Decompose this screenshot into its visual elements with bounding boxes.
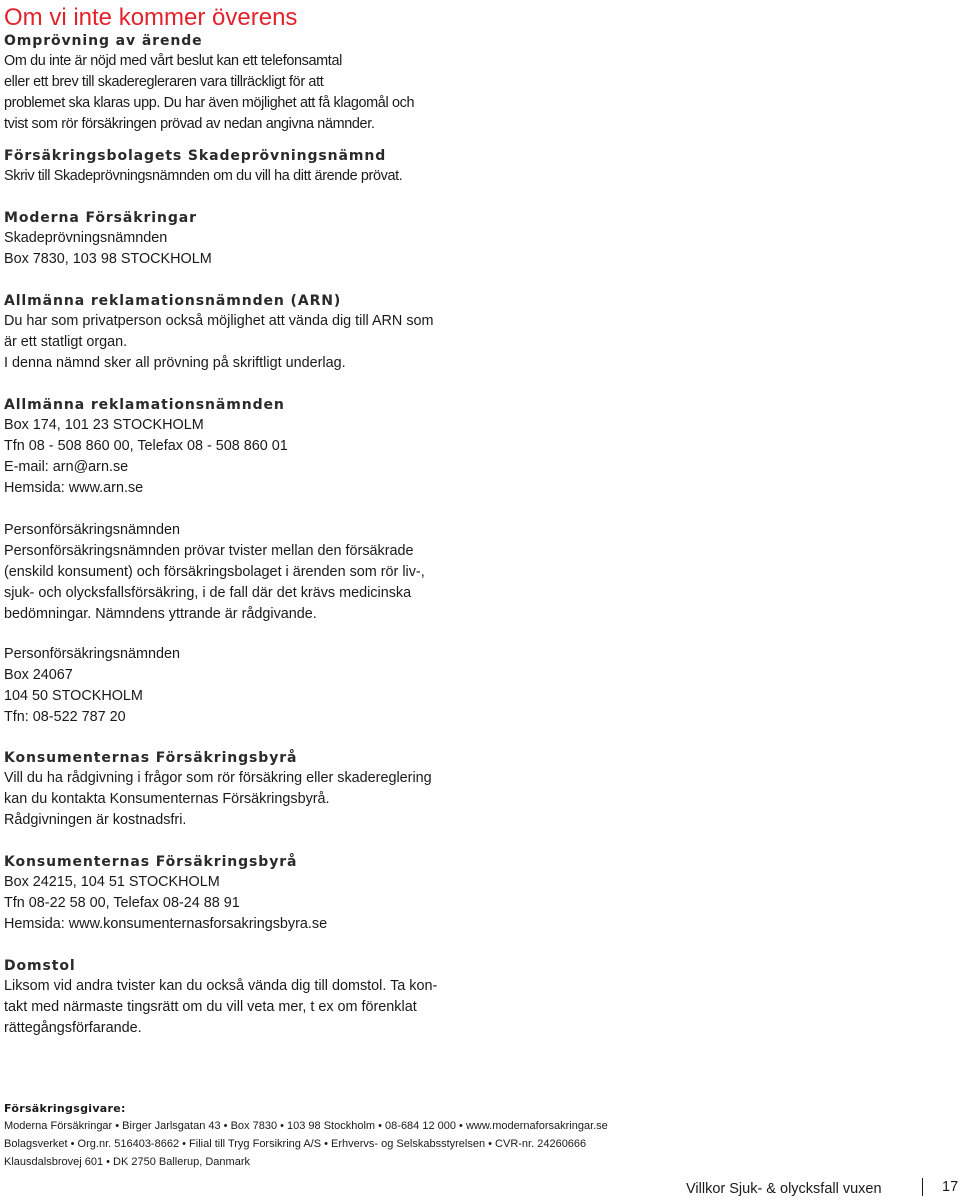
section-moderna-forsakringar xyxy=(4,208,464,270)
insurer-heading: Försäkringsgivare: xyxy=(4,1102,126,1115)
text-line: Vill du ha rådgivning i frågor som rör försäkring eller skadereglering xyxy=(4,770,432,786)
text-line: Skadeprövningsnämnden xyxy=(4,230,168,246)
text-line: Tfn: 08-522 787 20 xyxy=(4,709,126,725)
text-line: problemet ska klaras upp. Du har även möjlighet att få klagomål och xyxy=(4,95,415,111)
text-line: I denna nämnd sker all prövning på skriftligt underlag. xyxy=(4,355,346,371)
insurer-line: Klausdalsbrovej 601 • DK 2750 Ballerup, Danmark xyxy=(4,1156,250,1168)
text-line: Hemsida: www.konsumenternasforsakringsbyra.se xyxy=(4,916,328,932)
text-line: Skriv till Skadeprövningsnämnden om du vill ha ditt ärende prövat. xyxy=(4,168,403,184)
section-konsumenternas-contact xyxy=(4,852,464,935)
section-personforsakringsnamnden-info xyxy=(4,520,464,625)
text-line: Personförsäkringsnämnden prövar tvister mellan den försäkrade xyxy=(4,543,414,559)
text-line: kan du kontakta Konsumenternas Försäkringsbyrå. xyxy=(4,791,330,807)
section-arn-info xyxy=(4,291,464,374)
section-heading: Moderna Försäkringar xyxy=(4,210,197,226)
section-heading: Allmänna reklamationsnämnden (ARN) xyxy=(4,293,342,309)
text-line: Box 174, 101 23 STOCKHOLM xyxy=(4,417,204,433)
section-skadeprovningsnamnd xyxy=(4,146,464,187)
text-line: sjuk- och olycksfallsförsäkring, i de fall där det krävs medicinska xyxy=(4,585,412,601)
text-line: Du har som privatperson också möjlighet att vända dig till ARN som xyxy=(4,313,434,329)
text-line: E-mail: arn@arn.se xyxy=(4,459,129,475)
text-line: (enskild konsument) och försäkringsbolaget i ärenden som rör liv-, xyxy=(4,564,425,580)
text-line: Tfn 08-22 58 00, Telefax 08-24 88 91 xyxy=(4,895,240,911)
text-line: tvist som rör försäkringen prövad av nedan angivna nämnder. xyxy=(4,116,375,132)
text-line: Box 7830, 103 98 STOCKHOLM xyxy=(4,251,212,267)
text-line: Personförsäkringsnämnden xyxy=(4,646,180,662)
text-line: 104 50 STOCKHOLM xyxy=(4,688,143,704)
text-line: Box 24067 xyxy=(4,667,73,683)
text-line: bedömningar. Nämndens yttrande är rådgivande. xyxy=(4,606,317,622)
text-line: takt med närmaste tingsrätt om du vill veta mer, t ex om förenklat xyxy=(4,999,417,1015)
section-heading: Omprövning av ärende xyxy=(4,33,203,49)
insurer-line: Bolagsverket • Org.nr. 516403-8662 • Filial till Tryg Forsikring A/S • Erhvervs- og Selskabsstyrelsen • CVR-nr. 24260666 xyxy=(4,1138,587,1150)
section-arn-contact xyxy=(4,395,464,499)
text-line: är ett statligt organ. xyxy=(4,334,128,350)
page-title: Om vi inte kommer överens xyxy=(4,4,298,31)
text-line: Tfn 08 - 508 860 00, Telefax 08 - 508 860 01 xyxy=(4,438,288,454)
footer-divider xyxy=(922,1178,923,1196)
section-heading: Konsumenternas Försäkringsbyrå xyxy=(4,854,298,870)
text-line: Hemsida: www.arn.se xyxy=(4,480,144,496)
document-title: Villkor Sjuk- & olycksfall vuxen xyxy=(686,1181,882,1197)
text-line: Liksom vid andra tvister kan du också vända dig till domstol. Ta kon- xyxy=(4,978,438,994)
section-omprovning xyxy=(4,31,464,135)
text-line: eller ett brev till skaderegleraren vara tillräckligt för att xyxy=(4,74,324,90)
section-heading: Försäkringsbolagets Skadeprövningsnämnd xyxy=(4,148,387,164)
section-heading: Domstol xyxy=(4,958,76,974)
section-heading: Allmänna reklamationsnämnden xyxy=(4,397,285,413)
text-line: Rådgivningen är kostnadsfri. xyxy=(4,812,187,828)
section-personforsakringsnamnden-contact xyxy=(4,644,464,728)
text-line: Om du inte är nöjd med vårt beslut kan ett telefonsamtal xyxy=(4,53,342,69)
text-line: Personförsäkringsnämnden xyxy=(4,522,180,538)
insurer-line: Moderna Försäkringar • Birger Jarlsgatan 43 • Box 7830 • 103 98 Stockholm • 08-684 12 000 • www.modernaforsakringar.se xyxy=(4,1120,608,1132)
section-konsumenternas-info xyxy=(4,748,464,831)
section-domstol xyxy=(4,956,464,1039)
page-number: 17 xyxy=(942,1179,959,1195)
text-line: Box 24215, 104 51 STOCKHOLM xyxy=(4,874,220,890)
section-heading: Konsumenternas Försäkringsbyrå xyxy=(4,750,298,766)
text-line: rättegångsförfarande. xyxy=(4,1020,142,1036)
